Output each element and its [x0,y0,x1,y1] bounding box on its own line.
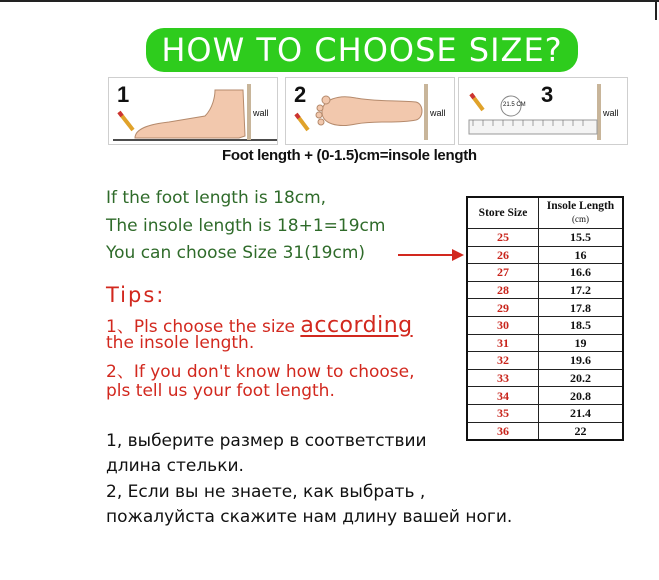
store-size-cell: 25 [467,229,539,247]
header-insole-label: Insole Length [546,200,615,212]
store-size-cell: 29 [467,299,539,317]
table-header-row [467,197,623,229]
table-row [467,387,623,405]
table-row [467,264,623,282]
table-row [467,334,623,352]
store-size-cell: 27 [467,264,539,282]
step-number: 2 [294,82,307,107]
table-row [467,316,623,334]
title-banner [146,28,578,72]
tip-1-emphasis: according [300,313,413,338]
store-size-cell: 30 [467,316,539,334]
ru-line-4: пожалуйста скажите нам длину вашей ноги. [106,507,513,527]
wall-label: wall [603,108,619,118]
store-size-cell: 33 [467,369,539,387]
insole-length-cell: 16.6 [539,264,624,282]
insole-length-cell: 22 [539,422,624,440]
table-row [467,229,623,247]
table-row [467,246,623,264]
wall-label: wall [430,108,446,118]
step-number: 3 [541,82,554,107]
tip-2-line-1: 2、If you don't know how to choose, [106,362,415,382]
header-insole-length [539,197,624,229]
step-3-panel [458,77,628,145]
pencil-icon [471,94,483,110]
store-size-cell: 26 [467,246,539,264]
wall-label: wall [253,108,269,118]
tips-heading: Tips: [106,283,166,307]
ru-line-2: длина стельки. [106,456,244,476]
pencil-icon [119,112,133,130]
table-row [467,281,623,299]
ruler-reading: 21.5 CM [503,102,526,108]
insole-length-cell: 16 [539,246,624,264]
page-title: HOW TO CHOOSE SIZE? [161,31,563,69]
table-row [467,299,623,317]
header-store-size: Store Size [467,197,539,229]
insole-length-cell: 17.8 [539,299,624,317]
store-size-cell: 34 [467,387,539,405]
table-row [467,352,623,370]
table-row [467,404,623,422]
insole-length-cell: 20.2 [539,369,624,387]
store-size-cell: 31 [467,334,539,352]
tip-1-line-2: the insole length. [106,333,255,353]
insole-length-cell: 17.2 [539,281,624,299]
insole-length-cell: 19.6 [539,352,624,370]
example-line-3: You can choose Size 31(19cm) [106,243,366,263]
insole-length-cell: 15.5 [539,229,624,247]
top-border [0,0,659,2]
insole-length-cell: 20.8 [539,387,624,405]
example-line-2: The insole length is 18+1=19cm [106,216,386,236]
arrow-icon [398,248,464,262]
header-unit: (cm) [572,214,589,224]
store-size-cell: 35 [467,404,539,422]
table-row [467,369,623,387]
store-size-cell: 32 [467,352,539,370]
insole-length-cell: 21.4 [539,404,624,422]
step-2-panel [285,77,455,145]
corner-border [655,0,657,20]
ru-line-1: 1, выберите размер в соответствии [106,431,427,451]
step-number: 1 [117,82,130,107]
store-size-cell: 28 [467,281,539,299]
step-1-panel [108,77,278,145]
size-chart-table [466,196,624,441]
formula-caption: Foot length + (0-1.5)cm=insole length [222,147,477,164]
tip-1-text: 1、Pls choose the size [106,317,301,337]
pencil-icon [296,114,308,130]
insole-length-cell: 18.5 [539,316,624,334]
insole-length-cell: 19 [539,334,624,352]
table-row [467,422,623,440]
store-size-cell: 36 [467,422,539,440]
example-line-1: If the foot length is 18cm, [106,188,327,208]
ru-line-3: 2, Если вы не знаете, как выбрать , [106,482,426,502]
tip-2-line-2: pls tell us your foot length. [106,381,335,401]
